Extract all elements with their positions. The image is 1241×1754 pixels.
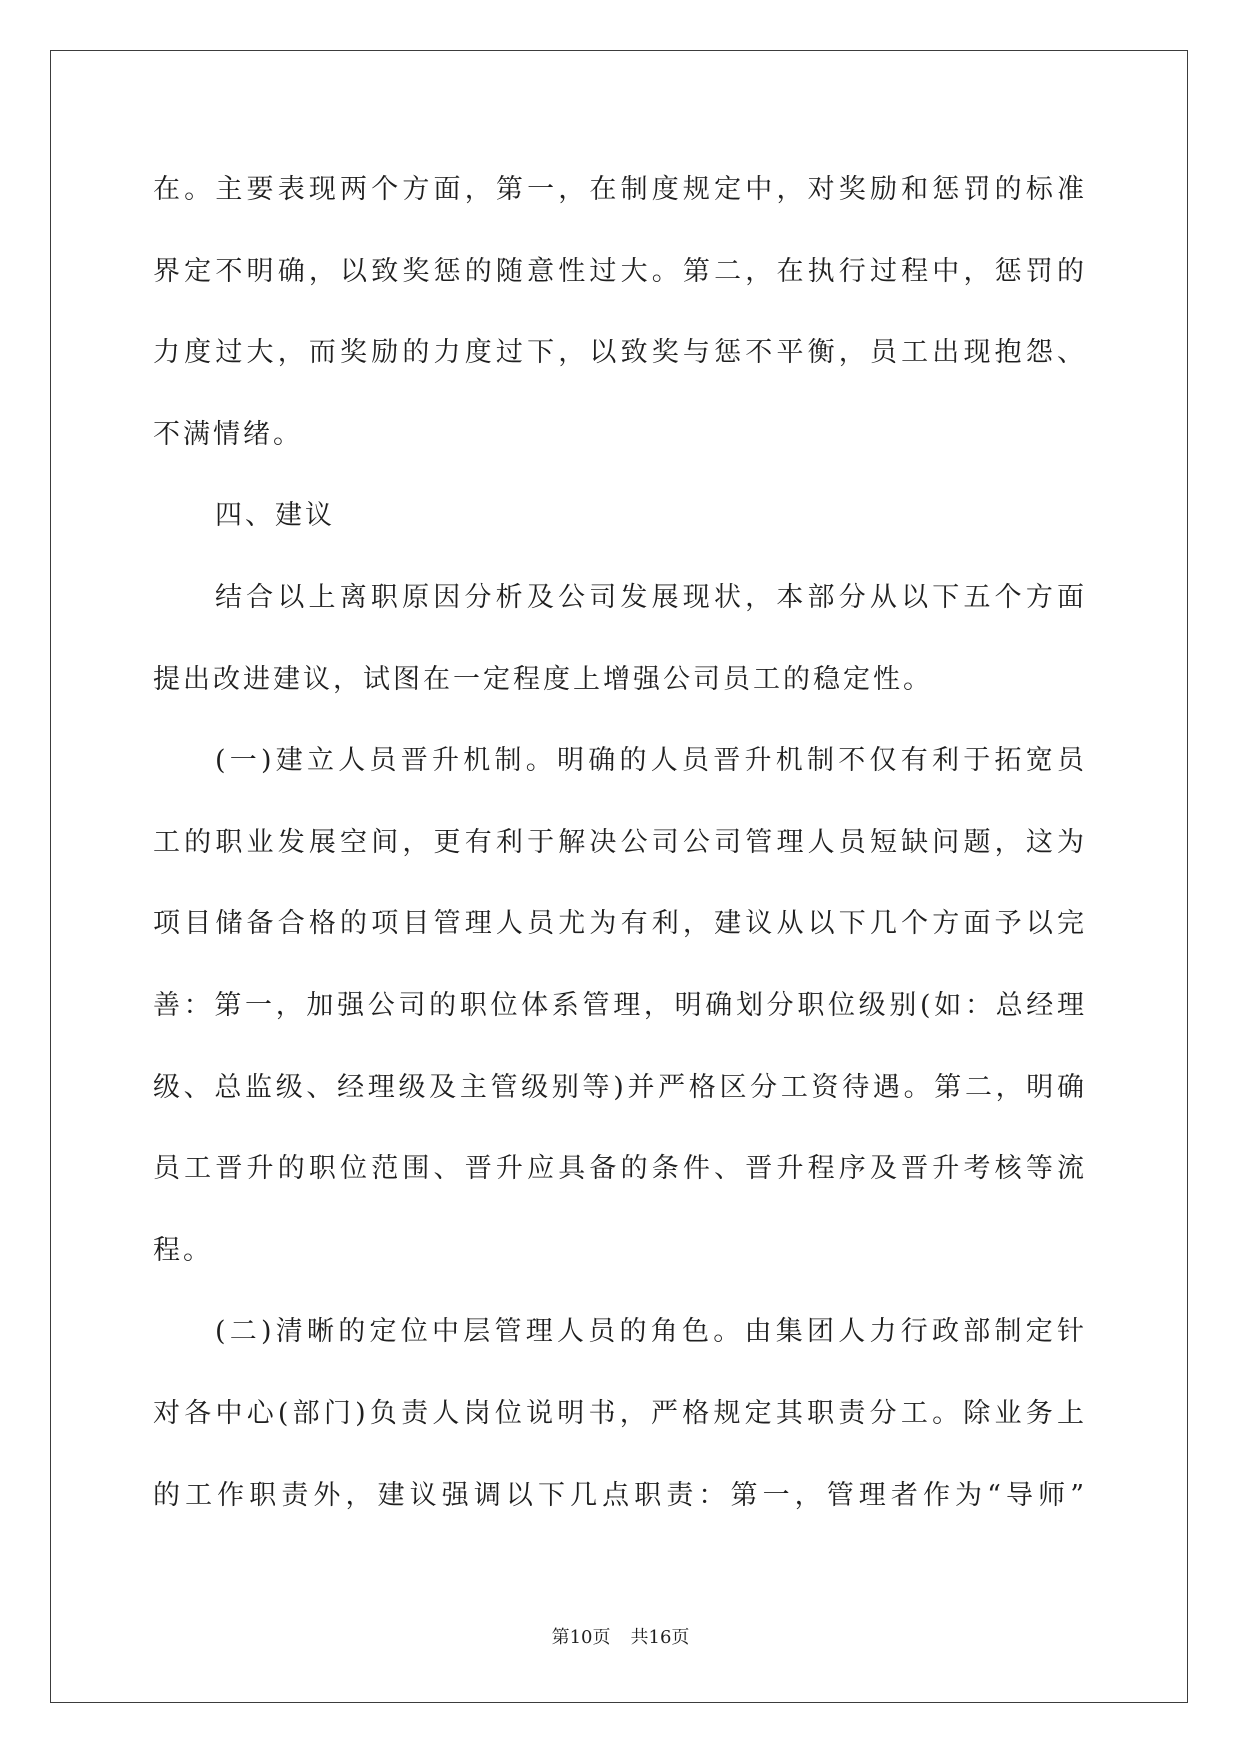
page-footer bbox=[0, 1624, 1241, 1652]
body-line: 结合以上离职原因分析及公司发展现状，本部分从以下五个方面 bbox=[215, 581, 1087, 613]
body-line: 工的职业发展空间，更有利于解决公司公司管理人员短缺问题，这为 bbox=[153, 826, 1087, 858]
body-line: 不满情绪。 bbox=[153, 418, 303, 450]
body-line: 善：第一，加强公司的职位体系管理，明确划分职位级别(如：总经理 bbox=[153, 989, 1087, 1021]
section-heading: 四、建议 bbox=[215, 500, 335, 532]
body-line: 力度过大，而奖励的力度过下，以致奖与惩不平衡，员工出现抱怨、 bbox=[153, 337, 1087, 369]
body-line: 提出改进建议，试图在一定程度上增强公司员工的稳定性。 bbox=[153, 663, 933, 695]
body-line: 对各中心(部门)负责人岗位说明书，严格规定其职责分工。除业务上 bbox=[153, 1397, 1087, 1429]
body-line: 界定不明确，以致奖惩的随意性过大。第二，在执行过程中，惩罚的 bbox=[153, 255, 1087, 287]
page-number: 第10页 bbox=[551, 1627, 611, 1648]
body-line: 员工晋升的职位范围、晋升应具备的条件、晋升程序及晋升考核等流 bbox=[153, 1153, 1087, 1185]
body-line: 在。主要表现两个方面，第一，在制度规定中，对奖励和惩罚的标准 bbox=[153, 174, 1087, 205]
body-line: 级、总监级、经理级及主管级别等)并严格区分工资待遇。第二，明确 bbox=[153, 1071, 1087, 1103]
body-line: 的工作职责外，建议强调以下几点职责：第一，管理者作为“导师” bbox=[153, 1479, 1087, 1511]
body-line: (二)清晰的定位中层管理人员的角色。由集团人力行政部制定针 bbox=[215, 1316, 1087, 1348]
body-line: 程。 bbox=[153, 1234, 213, 1266]
body-line: 项目储备合格的项目管理人员尤为有利，建议从以下几个方面予以完 bbox=[153, 908, 1087, 940]
page-total: 共16页 bbox=[630, 1627, 690, 1648]
body-text bbox=[153, 149, 1087, 1536]
body-line: (一)建立人员晋升机制。明确的人员晋升机制不仅有利于拓宽员 bbox=[215, 745, 1087, 777]
